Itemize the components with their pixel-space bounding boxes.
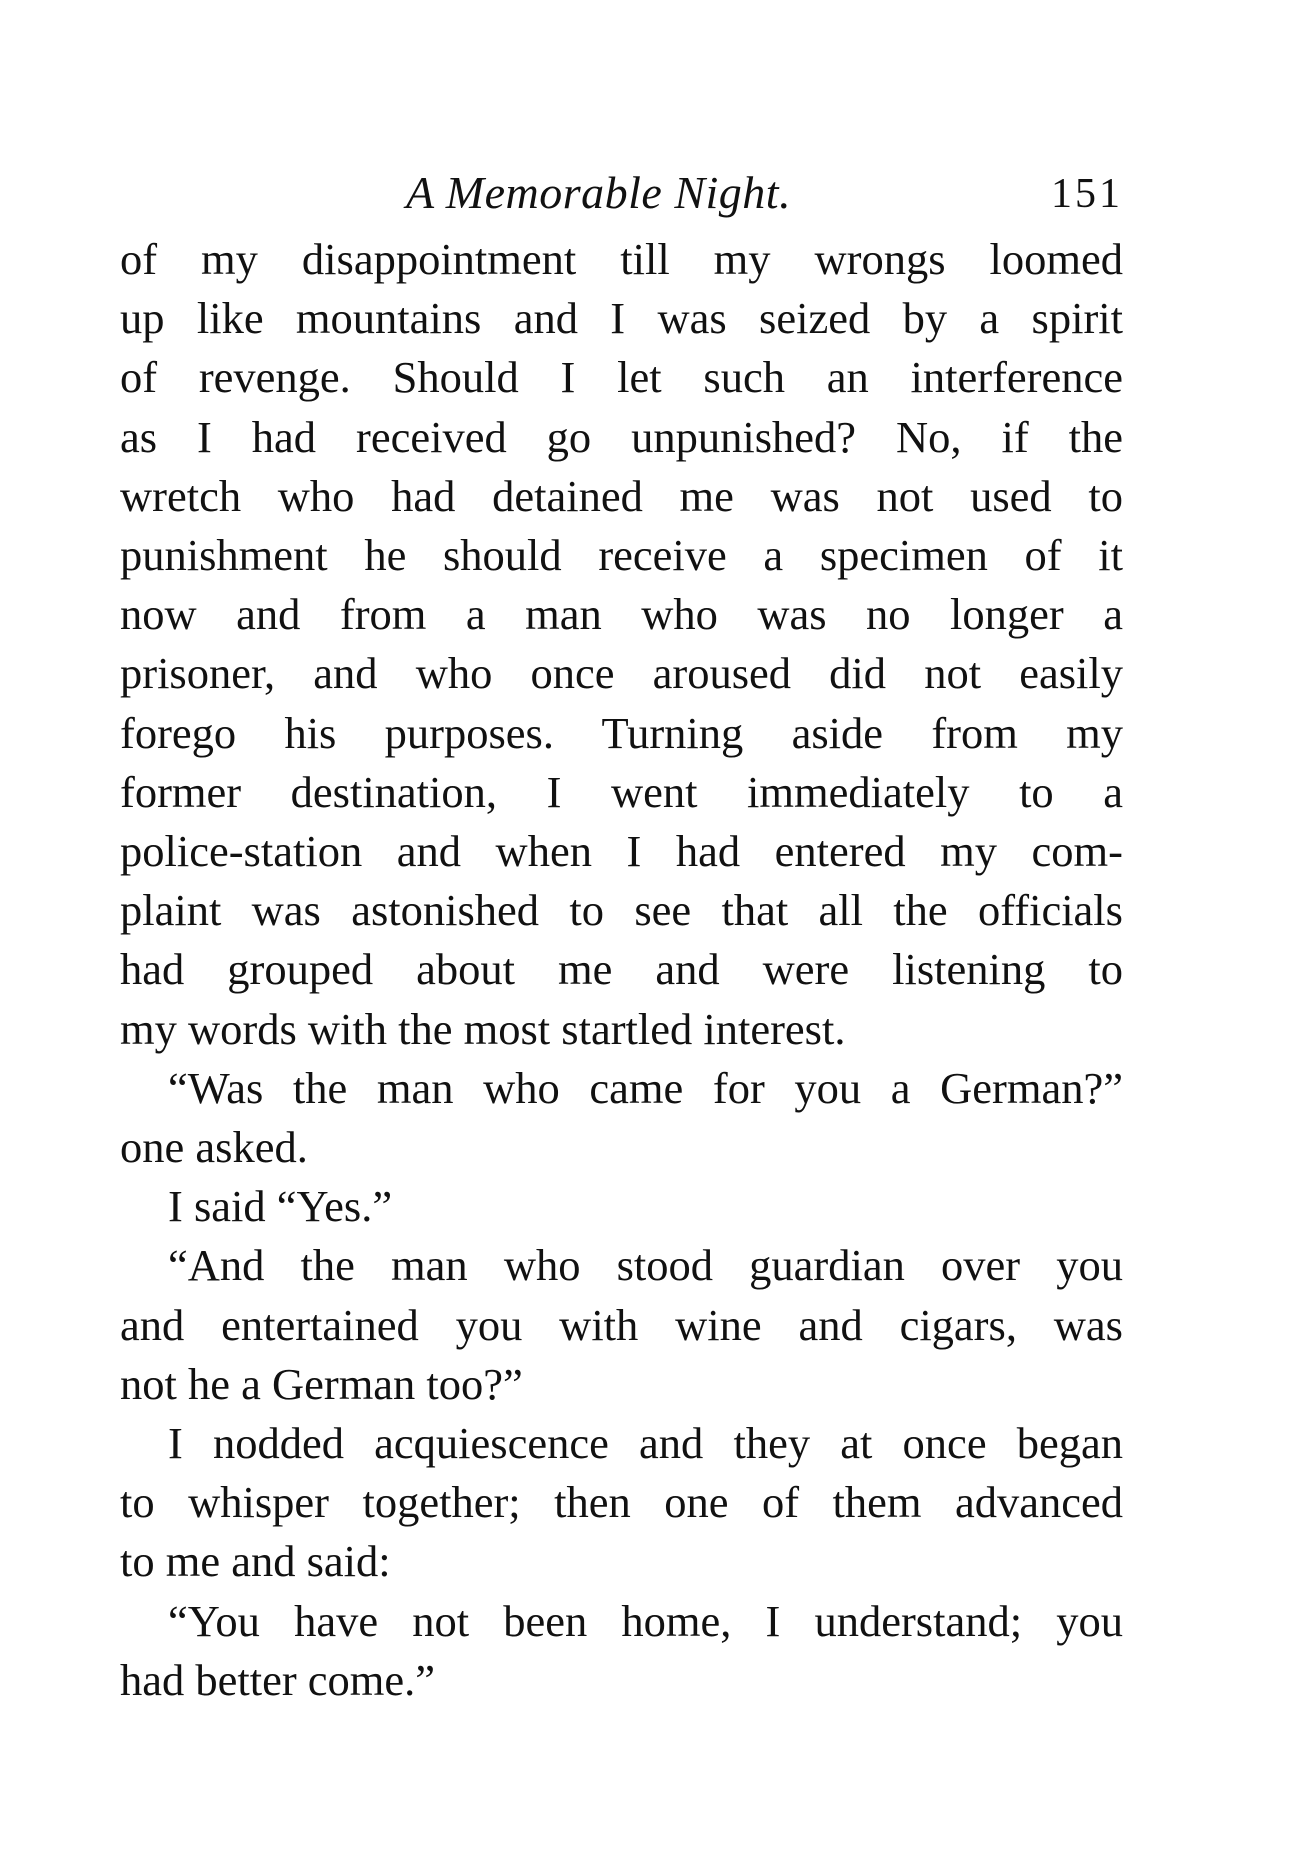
page-number: 151 <box>1051 171 1123 217</box>
text-line: now and from a man who was no longer a <box>120 589 1123 640</box>
text-line: of my disappointment till my wrongs loomed <box>120 234 1123 284</box>
text-line: prisoner, and who once aroused did not easily <box>120 648 1123 699</box>
text-line: plaint was astonished to see that all the officials <box>120 885 1123 936</box>
text-line: police-station and when I had entered my com- <box>120 826 1123 877</box>
text-line: to whisper together; then one of them advanced <box>120 1477 1123 1528</box>
text-line: my words with the most startled interest. <box>120 1003 846 1054</box>
running-title: A Memorable Night. <box>406 167 792 218</box>
text-line: and entertained you with wine and cigars, was <box>120 1299 1123 1350</box>
text-line: up like mountains and I was seized by a spirit <box>120 293 1123 344</box>
text-line: forego his purposes. Turning aside from my <box>120 707 1123 758</box>
page-header <box>120 160 1123 230</box>
text-line: “Was the man who came for you a German?” <box>168 1062 1123 1113</box>
text-line: former destination, I went immediately to a <box>120 766 1123 817</box>
text-line: to me and said: <box>120 1536 391 1587</box>
book-page <box>120 160 1123 1710</box>
text-line: not he a German too?” <box>120 1358 523 1409</box>
text-line: “You have not been home, I understand; you <box>168 1595 1123 1646</box>
text-line: wretch who had detained me was not used to <box>120 470 1123 521</box>
text-line: “And the man who stood guardian over you <box>168 1240 1123 1291</box>
text-line: had better come.” <box>120 1654 436 1705</box>
text-line: punishment he should receive a specimen of it <box>120 530 1123 581</box>
body-text <box>120 230 1123 1710</box>
text-line: had grouped about me and were listening to <box>120 944 1123 995</box>
text-line: I nodded acquiescence and they at once began <box>168 1418 1123 1469</box>
text-line: one asked. <box>120 1122 308 1173</box>
text-line: as I had received go unpunished? No, if the <box>120 411 1123 462</box>
text-line: of revenge. Should I let such an interference <box>120 352 1123 403</box>
text-line: I said “Yes.” <box>168 1181 393 1232</box>
